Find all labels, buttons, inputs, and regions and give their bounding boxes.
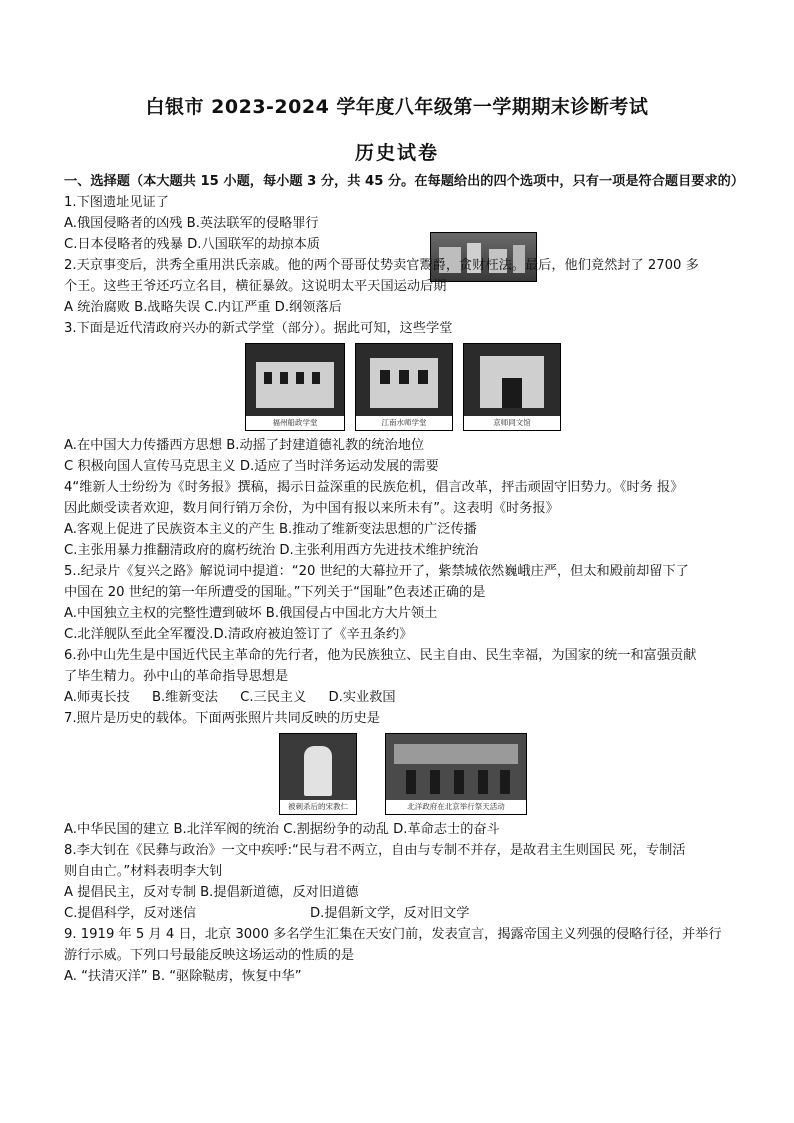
q4-options-ab: A.客观上促进了民族资本主义的产生 B.推动了维新变法思想的广泛传播 bbox=[64, 522, 477, 537]
q2-options: A 统治腐败 B.战略失误 C.内讧严重 D.纲领落后 bbox=[64, 300, 342, 315]
q7-caption-2: 北洋政府在北京举行祭天活动 bbox=[386, 800, 526, 814]
q7-photo-1 bbox=[279, 733, 357, 815]
q8-stem-line2: 则自由亡。”材料表明李大钊 bbox=[64, 864, 223, 879]
q6-options bbox=[64, 687, 742, 708]
q9-stem-line1: 9. 1919 年 5 月 4 日，北京 3000 多名学生汇集在天安门前，发表宣言，揭露帝国主义列强的侵略行径，并举行 bbox=[64, 927, 722, 942]
q7-caption-1: 被刺杀后的宋教仁 bbox=[280, 800, 356, 814]
exam-content bbox=[64, 171, 745, 987]
q2-stem-line2: 个王。这些王爷还巧立名目，横征暴敛。这说明太平天国运动后期 bbox=[64, 279, 447, 294]
q8-stem-line1: 8.李大钊在《民彝与政治》一文中疾呼:“民与君不两立，自由与专制不并存，是故君主生则国民 死，专制活 bbox=[64, 843, 686, 858]
q3-options-cd: C 积极向国人宣传马克思主义 D.适应了当时洋务运动发展的需要 bbox=[64, 459, 439, 474]
q3-image-row bbox=[64, 343, 742, 431]
q7-stem: 7.照片是历史的载体。下面两张照片共同反映的历史是 bbox=[64, 711, 380, 726]
q3-photo-1 bbox=[245, 343, 345, 431]
q4-stem-line1: 4“维新人士纷纷为《时务报》撰稿，揭示日益深重的民族危机，倡言改革，抨击顽固守旧势力。《时务 报》 bbox=[64, 480, 684, 495]
q6-option-d: D.实业救国 bbox=[328, 690, 396, 705]
q9-stem-line2: 游行示威。下列口号最能反映这场运动的性质的是 bbox=[64, 948, 355, 963]
q2-stem-line1: 2.天京事变后，洪秀全重用洪氏亲戚。他的两个哥哥仗势卖官鬻爵，贪财枉法。最后，他们竟然封了 2700 多 bbox=[64, 258, 699, 273]
q3-options-ab: A.在中国大力传播西方思想 B.动摇了封建道德礼教的统治地位 bbox=[64, 438, 425, 453]
q8-options-cd bbox=[64, 903, 742, 924]
q8-option-d: D.提倡新文学，反对旧文学 bbox=[310, 906, 470, 921]
q8-options-ab: A 提倡民主，反对专制 B.提倡新道德，反对旧道德 bbox=[64, 885, 359, 900]
q9-options: A. “扶清灭洋” B. “驱除鞑虏，恢复中华” bbox=[64, 969, 302, 984]
section-heading: 一、选择题（本大题共 15 小题，每小题 3 分，共 45 分。在每题给出的四个选项中，只有一项是符合题目要求的） bbox=[64, 174, 745, 189]
q6-option-b: B.维新变法 bbox=[151, 690, 218, 705]
q3-stem: 3.下面是近代清政府兴办的新式学堂（部分）。据此可知，这些学堂 bbox=[64, 321, 453, 336]
q6-stem-line1: 6.孙中山先生是中国近代民主革命的先行者，他为民族独立、民主自由、民生幸福，为国家的统一和富强贡献 bbox=[64, 648, 697, 663]
q4-options-cd: C.主张用暴力推翻清政府的腐朽统治 D.主张利用西方先进技术维护统治 bbox=[64, 543, 479, 558]
q7-photo-2 bbox=[385, 733, 527, 815]
q5-stem-line1: 5..纪录片《复兴之路》解说词中提道：“20 世纪的大幕拉开了，紫禁城依然巍峨庄严，但太和殿前却留下了 bbox=[64, 564, 689, 579]
q6-stem-line2: 了毕生精力。孙中山的革命指导思想是 bbox=[64, 669, 289, 684]
q7-image-row bbox=[64, 733, 742, 815]
q7-options: A.中华民国的建立 B.北洋军阀的统治 C.割据纷争的动乱 D.革命志士的奋斗 bbox=[64, 822, 500, 837]
q1-options-cd: C.日本侵略者的残暴 D.八国联军的劫掠本质 bbox=[64, 237, 321, 252]
q5-stem-line2: 中国在 20 世纪的第一年所遭受的国耻。”下列关于“国耻”色表述正确的是 bbox=[64, 585, 486, 600]
q1-options-ab: A.俄国侵略者的凶残 B.英法联军的侵略罪行 bbox=[64, 216, 319, 231]
q5-options-ab: A.中国独立主权的完整性遭到破坏 B.俄国侵占中国北方大片领土 bbox=[64, 606, 438, 621]
q1-stem: 1.下图遗址见证了 bbox=[64, 195, 169, 210]
page-title: 白银市 2023-2024 学年度八年级第一学期期末诊断考试 bbox=[145, 96, 649, 118]
q3-caption-1: 福州船政学堂 bbox=[246, 416, 344, 430]
page-subtitle: 历史试卷 bbox=[354, 142, 439, 164]
q5-options-cd: C.北洋舰队至此全军覆没.D.清政府被迫签订了《辛丑条约》 bbox=[64, 627, 413, 642]
q3-photo-3 bbox=[463, 343, 561, 431]
q6-option-c: C.三民主义 bbox=[240, 690, 307, 705]
q3-caption-3: 京师同文馆 bbox=[464, 416, 560, 430]
q6-option-a: A.师夷长技 bbox=[64, 690, 130, 705]
q4-stem-line2: 因此颇受读者欢迎，数月间行销万余份，为中国有报以来所未有”。这表明《时务报》 bbox=[64, 501, 559, 516]
q3-photo-2 bbox=[355, 343, 453, 431]
q3-caption-2: 江南水师学堂 bbox=[356, 416, 452, 430]
q8-option-c: C.提倡科学，反对迷信 bbox=[64, 906, 197, 921]
